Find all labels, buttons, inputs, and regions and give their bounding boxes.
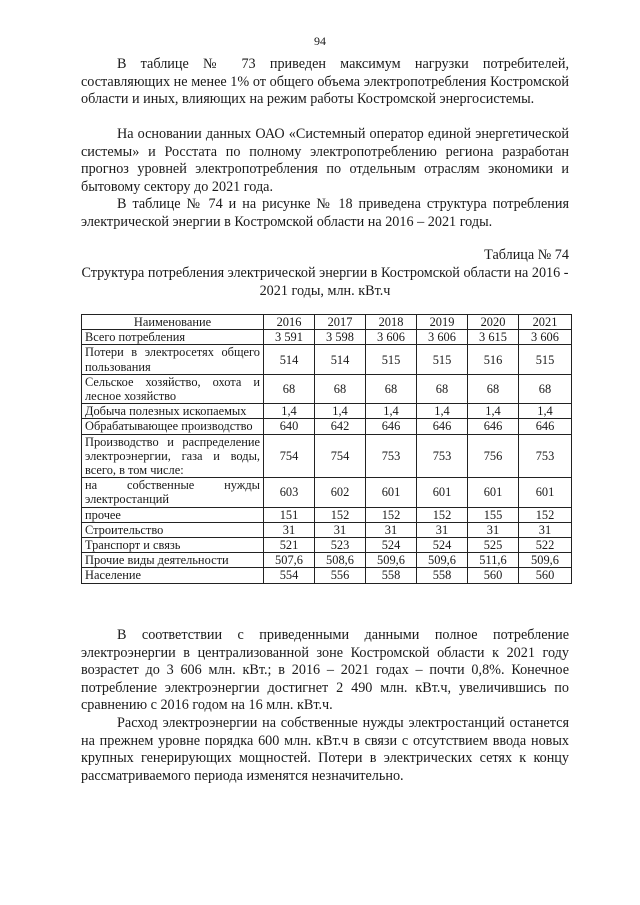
row-value: 3 615 (468, 330, 519, 345)
row-value: 31 (366, 522, 417, 537)
row-label: Всего потребления (82, 330, 264, 345)
row-label: Транспорт и связь (82, 538, 264, 553)
row-value: 556 (315, 568, 366, 583)
header-year: 2017 (315, 315, 366, 330)
row-value: 558 (366, 568, 417, 583)
row-value: 151 (264, 507, 315, 522)
paragraph-intro: В таблице № 73 приведен максимум нагрузки потребителей, составляющих не менее 1% от общего объема электропотребления Костромской области и иных, влияющих на режим работы Костромской энергосистемы. (81, 56, 569, 108)
table-row (82, 434, 572, 478)
row-label: на собственные нужды электростанций (82, 478, 264, 507)
row-value: 1,4 (468, 404, 519, 419)
row-label: Обрабатывающее производство (82, 419, 264, 434)
row-value: 68 (468, 374, 519, 403)
row-value: 525 (468, 538, 519, 553)
header-name: Наименование (82, 315, 264, 330)
row-value: 560 (468, 568, 519, 583)
row-value: 756 (468, 434, 519, 478)
row-value: 640 (264, 419, 315, 434)
row-value: 521 (264, 538, 315, 553)
row-value: 1,4 (417, 404, 468, 419)
row-value: 646 (417, 419, 468, 434)
table-row (82, 374, 572, 403)
paragraph-conclusion: В соответствии с приведенными данными полное потребление электроэнергии в централизованной зоне Костромской области к 2021 году возрастет до 3 606 млн. кВт.; в 2016 – 2021 годах – почти 0,8%. Конечное потребление электроэнергии достигнет 2 490 млн. кВт.ч, увеличившись по сравнению с 2016 годом на 16 млн. кВт.ч. (81, 627, 569, 714)
row-value: 603 (264, 478, 315, 507)
row-label: прочее (82, 507, 264, 522)
header-year: 2019 (417, 315, 468, 330)
row-value: 601 (519, 478, 572, 507)
row-value: 524 (366, 538, 417, 553)
row-value: 507,6 (264, 553, 315, 568)
row-value: 68 (264, 374, 315, 403)
row-value: 646 (468, 419, 519, 434)
row-value: 68 (315, 374, 366, 403)
row-value: 31 (519, 522, 572, 537)
row-value: 754 (315, 434, 366, 478)
row-value: 1,4 (366, 404, 417, 419)
row-value: 515 (417, 345, 468, 374)
row-value: 516 (468, 345, 519, 374)
row-value: 3 606 (366, 330, 417, 345)
header-year: 2016 (264, 315, 315, 330)
row-value: 514 (264, 345, 315, 374)
page-number: 94 (314, 34, 326, 48)
header-year: 2021 (519, 315, 572, 330)
table-row (82, 568, 572, 583)
table-row (82, 330, 572, 345)
row-value: 601 (417, 478, 468, 507)
table-number: Таблица № 74 (484, 247, 569, 263)
paragraph-table-reference: В таблице № 74 и на рисунке № 18 приведена структура потребления электрической энергии в Костромской области на 2016 – 2021 годы. (81, 196, 569, 230)
row-value: 524 (417, 538, 468, 553)
table-row (82, 345, 572, 374)
row-label: Население (82, 568, 264, 583)
header-year: 2018 (366, 315, 417, 330)
row-value: 554 (264, 568, 315, 583)
paragraph-forecast: На основании данных ОАО «Системный оператор единой энергетической системы» и Росстата по полному электропотреблению региона разработан прогноз уровней электропотребления по отдельным отраслям экономики и бытовому сектору до 2021 года. (81, 126, 569, 195)
row-value: 508,6 (315, 553, 366, 568)
row-value: 560 (519, 568, 572, 583)
row-value: 522 (519, 538, 572, 553)
table-row (82, 538, 572, 553)
row-value: 155 (468, 507, 519, 522)
row-value: 509,6 (366, 553, 417, 568)
row-value: 31 (468, 522, 519, 537)
row-value: 68 (519, 374, 572, 403)
row-value: 558 (417, 568, 468, 583)
row-value: 3 606 (519, 330, 572, 345)
row-value: 152 (315, 507, 366, 522)
row-label: Добыча полезных ископаемых (82, 404, 264, 419)
row-value: 152 (519, 507, 572, 522)
row-value: 753 (519, 434, 572, 478)
row-value: 515 (519, 345, 572, 374)
row-value: 509,6 (519, 553, 572, 568)
row-value: 31 (264, 522, 315, 537)
row-label: Прочие виды деятельности (82, 553, 264, 568)
header-year: 2020 (468, 315, 519, 330)
row-value: 642 (315, 419, 366, 434)
row-value: 68 (417, 374, 468, 403)
row-value: 646 (519, 419, 572, 434)
row-value: 646 (366, 419, 417, 434)
table-row (82, 507, 572, 522)
table-row (82, 553, 572, 568)
row-value: 68 (366, 374, 417, 403)
row-label: Производство и распределение электроэнергии, газа и воды, всего, в том числе: (82, 434, 264, 478)
table-row (82, 419, 572, 434)
row-value: 1,4 (264, 404, 315, 419)
row-label: Строительство (82, 522, 264, 537)
row-label: Потери в электросетях общего пользования (82, 345, 264, 374)
row-value: 754 (264, 434, 315, 478)
table-row (82, 404, 572, 419)
row-value: 601 (366, 478, 417, 507)
row-value: 31 (315, 522, 366, 537)
table-row (82, 478, 572, 507)
row-value: 509,6 (417, 553, 468, 568)
row-value: 152 (417, 507, 468, 522)
row-value: 1,4 (315, 404, 366, 419)
row-value: 602 (315, 478, 366, 507)
row-value: 753 (417, 434, 468, 478)
table-row (82, 522, 572, 537)
row-value: 753 (366, 434, 417, 478)
table-header-row (82, 315, 572, 330)
row-value: 514 (315, 345, 366, 374)
row-value: 601 (468, 478, 519, 507)
row-value: 1,4 (519, 404, 572, 419)
paragraph-losses: Расход электроэнергии на собственные нужды электростанций останется на прежнем уровне порядка 600 млн. кВт.ч в связи с отсутствием ввода новых крупных генерирующих мощностей. Потери в электрических сетях к концу рассматриваемого периода изменятся незначительно. (81, 715, 569, 784)
row-value: 152 (366, 507, 417, 522)
table-title: Структура потребления электрической энергии в Костромской области на 2016 - 2021 годы, млн. кВт.ч (81, 265, 569, 299)
row-value: 31 (417, 522, 468, 537)
row-value: 515 (366, 345, 417, 374)
consumption-table (81, 314, 572, 584)
row-value: 3 606 (417, 330, 468, 345)
row-value: 511,6 (468, 553, 519, 568)
row-value: 523 (315, 538, 366, 553)
row-value: 3 591 (264, 330, 315, 345)
row-label: Сельское хозяйство, охота и лесное хозяйство (82, 374, 264, 403)
row-value: 3 598 (315, 330, 366, 345)
